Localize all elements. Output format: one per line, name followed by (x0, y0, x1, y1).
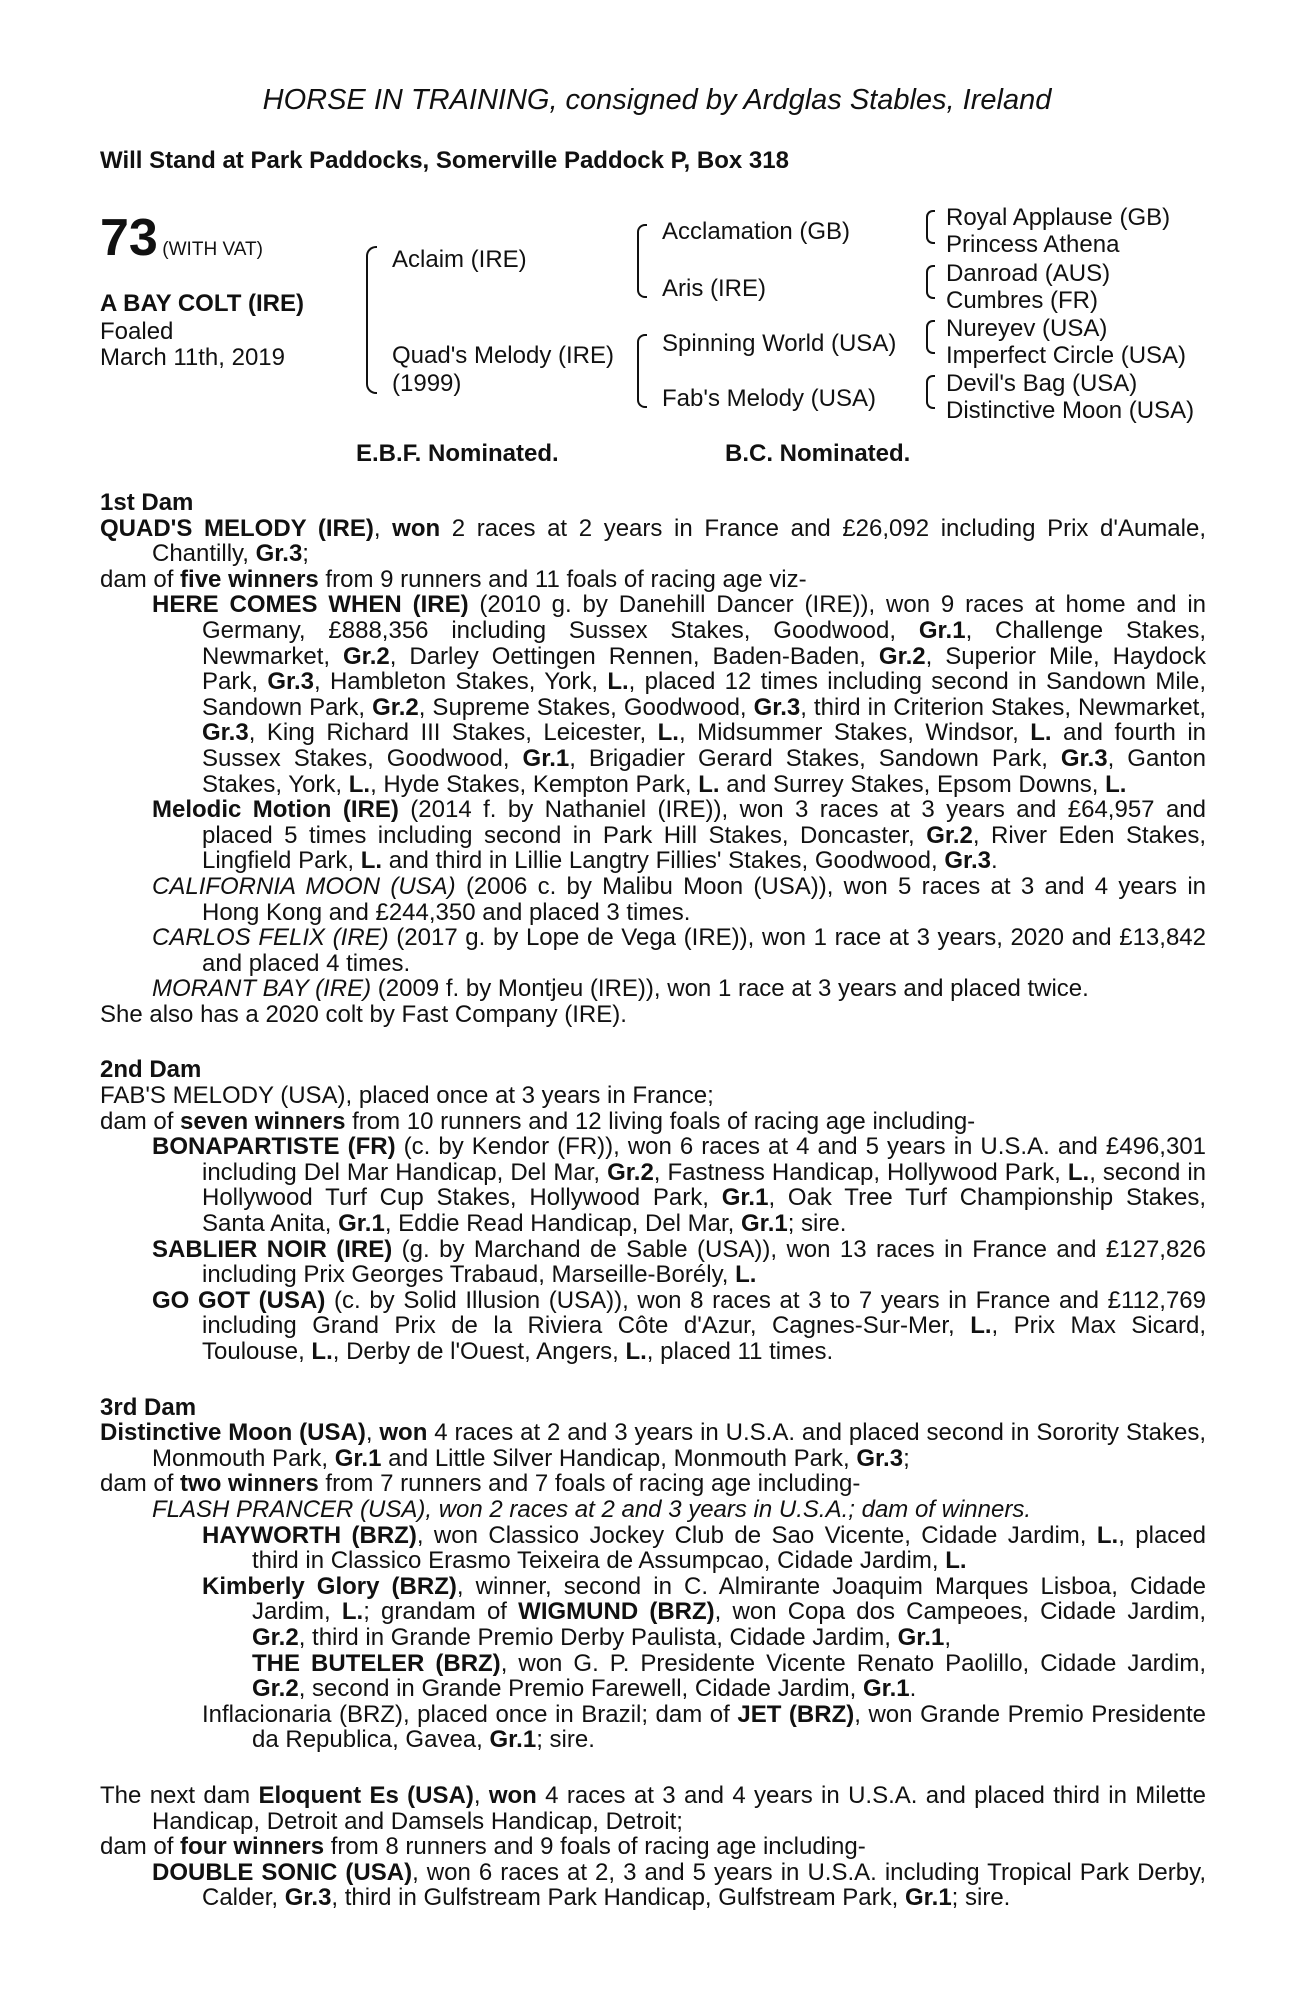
produce-2020-colt: She also has a 2020 colt by Fast Company (IRE). (100, 1000, 627, 1028)
second-dam-record: FAB'S MELODY (USA), placed once at 3 years in France; (100, 1082, 714, 1110)
bc-nominated: B.C. Nominated. (725, 440, 911, 467)
stand-location: Will Stand at Park Paddocks, Somerville Paddock P, Box 318 (100, 147, 789, 174)
pedigree-brace-sire (637, 224, 647, 298)
lot-number: 73 (100, 209, 158, 267)
produce-sablier-noir: SABLIER NOIR (IRE) (g. by Marchand de Sable (USA)), won 13 races in France and £127,826 including Prix Georges Trabaud, Marseille-Borély, L. (152, 1235, 1207, 1289)
pedigree-brace-g1 (926, 210, 935, 244)
dam: Quad's Melody (IRE) (392, 342, 614, 369)
second-dam-summary: dam of seven winners from 10 runners and 12 living foals of racing age including- (100, 1107, 976, 1135)
first-dam-record: QUAD'S MELODY (IRE), won 2 races at 2 years in France and £26,092 including Prix d'Aumale, Chantilly, Gr.3; (100, 514, 1206, 568)
produce-flash-prancer: FLASH PRANCER (USA), won 2 races at 2 and 3 years in U.S.A.; dam of winners. (152, 1495, 1031, 1523)
pedigree-brace-g2 (926, 265, 935, 299)
ancestor-8: Distinctive Moon (USA) (946, 397, 1195, 424)
pedigree-brace-g4 (926, 375, 935, 409)
sire: Aclaim (IRE) (392, 246, 527, 273)
horse-description: A BAY COLT (IRE) (100, 290, 305, 317)
next-dam-summary: dam of four winners from 8 runners and 9 foals of racing age including- (100, 1833, 866, 1861)
third-dam-summary: dam of two winners from 7 runners and 7 foals of racing age including- (100, 1470, 861, 1498)
third-dam-record: Distinctive Moon (USA), won 4 races at 2 and 3 years in U.S.A. and placed second in Sorority Stakes, Monmouth Park, Gr.1 and Little Silver Handicap, Monmouth Park, Gr.3; (100, 1419, 1206, 1472)
produce-double-sonic: DOUBLE SONIC (USA), won 6 races at 2, 3 and 5 years in U.S.A. including Tropical Park Derby, Calder, Gr.3, third in Gulfstream Park Handicap, Gulfstream Park, Gr.1; sire. (152, 1858, 1206, 1912)
next-dam-record: The next dam Eloquent Es (USA), won 4 races at 3 and 4 years in U.S.A. and placed third in Milette Handicap, Detroit and Damsels Handicap, Detroit; (100, 1781, 1206, 1835)
foaled-date: March 11th, 2019 (100, 344, 286, 371)
produce-carlos-felix: CARLOS FELIX (IRE) (2017 g. by Lope de Vega (IRE)), won 1 race at 3 years, 2020 and £13,842 and placed 4 times. (152, 924, 1206, 977)
sire-sire: Acclamation (GB) (662, 218, 851, 245)
produce-the-buteler: THE BUTELER (BRZ), won G. P. Presidente Vicente Renato Paolillo, Cidade Jardim, Gr.2, second in Grande Premio Farewell, Cidade Jardim, Gr.1. (252, 1649, 1206, 1703)
ancestor-4: Cumbres (FR) (946, 287, 1099, 314)
ancestor-3: Danroad (AUS) (946, 260, 1111, 287)
produce-go-got: GO GOT (USA) (c. by Solid Illusion (USA)), won 8 races at 3 to 7 years in France and £112,769 including Grand Prix de la Riviera Côte d'Azur, Cagnes-Sur-Mer, L., Prix Max Sicard, Toulouse, L., Derby de l'Ouest, Angers, L., placed 11 times. (152, 1286, 1206, 1365)
ancestor-2: Princess Athena (946, 231, 1120, 258)
produce-here-comes-when: HERE COMES WHEN (IRE) (2010 g. by Danehill Dancer (IRE)), won 9 races at home and in Germany, £888,356 including Sussex Stakes, Goodwood, Gr.1, Challenge Stakes, Newmarket, Gr.2, Darley Oettingen Rennen, Baden-Baden, Gr.2, Superior Mile, Haydock Park, Gr.3, Hambleton Stakes, York, L., placed 12 times including second in Sandown Mile, Sandown Park, Gr.2, Supreme Stakes, Goodwood, Gr.3, third in Criterion Stakes, Newmarket, Gr.3, King Richard III Stakes, Leicester, L., Midsummer Stakes, Windsor, L. and fourth in Sussex Stakes, Goodwood, Gr.1, Brigadier Gerard Stakes, Sandown Park, Gr.3, Ganton Stakes, York, L., Hyde Stakes, Kempton Park, L. and Surrey Stakes, Epsom Downs, L. (152, 591, 1207, 798)
ebf-nominated: E.B.F. Nominated. (356, 440, 559, 467)
produce-kimberly-glory: Kimberly Glory (BRZ), winner, second in C. Almirante Joaquim Marques Lisboa, Cidade Jardim, L.; grandam of WIGMUND (BRZ), won Copa dos Campeoes, Cidade Jardim, Gr.2, third in Grande Premio Derby Paulista, Cidade Jardim, Gr.1, (202, 1572, 1207, 1651)
first-dam-summary: dam of five winners from 9 runners and 11 foals of racing age viz- (100, 565, 807, 593)
produce-inflacionaria: Inflacionaria (BRZ), placed once in Brazil; dam of JET (BRZ), won Grande Premio Presidente da Republica, Gavea, Gr.1; sire. (202, 1700, 1206, 1754)
produce-bonapartiste: BONAPARTISTE (FR) (c. by Kendor (FR)), won 6 races at 4 and 5 years in U.S.A. and £496,301 including Del Mar Handicap, Del Mar, Gr.2, Fastness Handicap, Hollywood Park, L., second in Hollywood Turf Cup Stakes, Hollywood Park, Gr.1, Oak Tree Turf Championship Stakes, Santa Anita, Gr.1, Eddie Read Handicap, Del Mar, Gr.1; sire. (152, 1133, 1207, 1238)
produce-california-moon: CALIFORNIA MOON (USA) (2006 c. by Malibu Moon (USA)), won 5 races at 3 and 4 years in Hong Kong and £244,350 and placed 3 times. (152, 872, 1207, 926)
second-dam-heading: 2nd Dam (100, 1056, 202, 1084)
foaled-label: Foaled (100, 318, 174, 345)
third-dam-heading: 3rd Dam (100, 1393, 197, 1421)
pedigree-brace-dam (637, 334, 647, 408)
produce-record (100, 490, 1206, 1911)
produce-morant-bay: MORANT BAY (IRE) (2009 f. by Montjeu (IRE)), won 1 race at 3 years and placed twice. (152, 975, 1089, 1003)
sire-dam: Aris (IRE) (662, 275, 766, 302)
ancestor-7: Devil's Bag (USA) (946, 370, 1138, 397)
ancestor-6: Imperfect Circle (USA) (946, 342, 1187, 369)
dam-year: (1999) (392, 370, 462, 397)
page-title: HORSE IN TRAINING, consigned by Ardglas Stables, Ireland (262, 84, 1052, 116)
dam-dam: Fab's Melody (USA) (662, 385, 876, 412)
first-dam-heading: 1st Dam (100, 489, 194, 516)
dam-sire: Spinning World (USA) (662, 330, 897, 357)
vat-note: (WITH VAT) (162, 239, 263, 260)
lot-number-block (100, 208, 263, 268)
produce-hayworth: HAYWORTH (BRZ), won Classico Jockey Club de Sao Vicente, Cidade Jardim, L., placed third in Classico Erasmo Teixeira de Assumpcao, Cidade Jardim, L. (202, 1521, 1206, 1575)
produce-melodic-motion: Melodic Motion (IRE) (2014 f. by Nathaniel (IRE)), won 3 races at 3 years and £64,957 and placed 5 times including second in Park Hill Stakes, Doncaster, Gr.2, River Eden Stakes, Lingfield Park, L. and third in Lillie Langtry Fillies' Stakes, Goodwood, Gr.3. (152, 796, 1207, 875)
pedigree-brace-g3 (926, 320, 935, 354)
ancestor-1: Royal Applause (GB) (946, 204, 1171, 231)
pedigree-brace-main (366, 246, 377, 394)
ancestor-5: Nureyev (USA) (946, 315, 1108, 342)
